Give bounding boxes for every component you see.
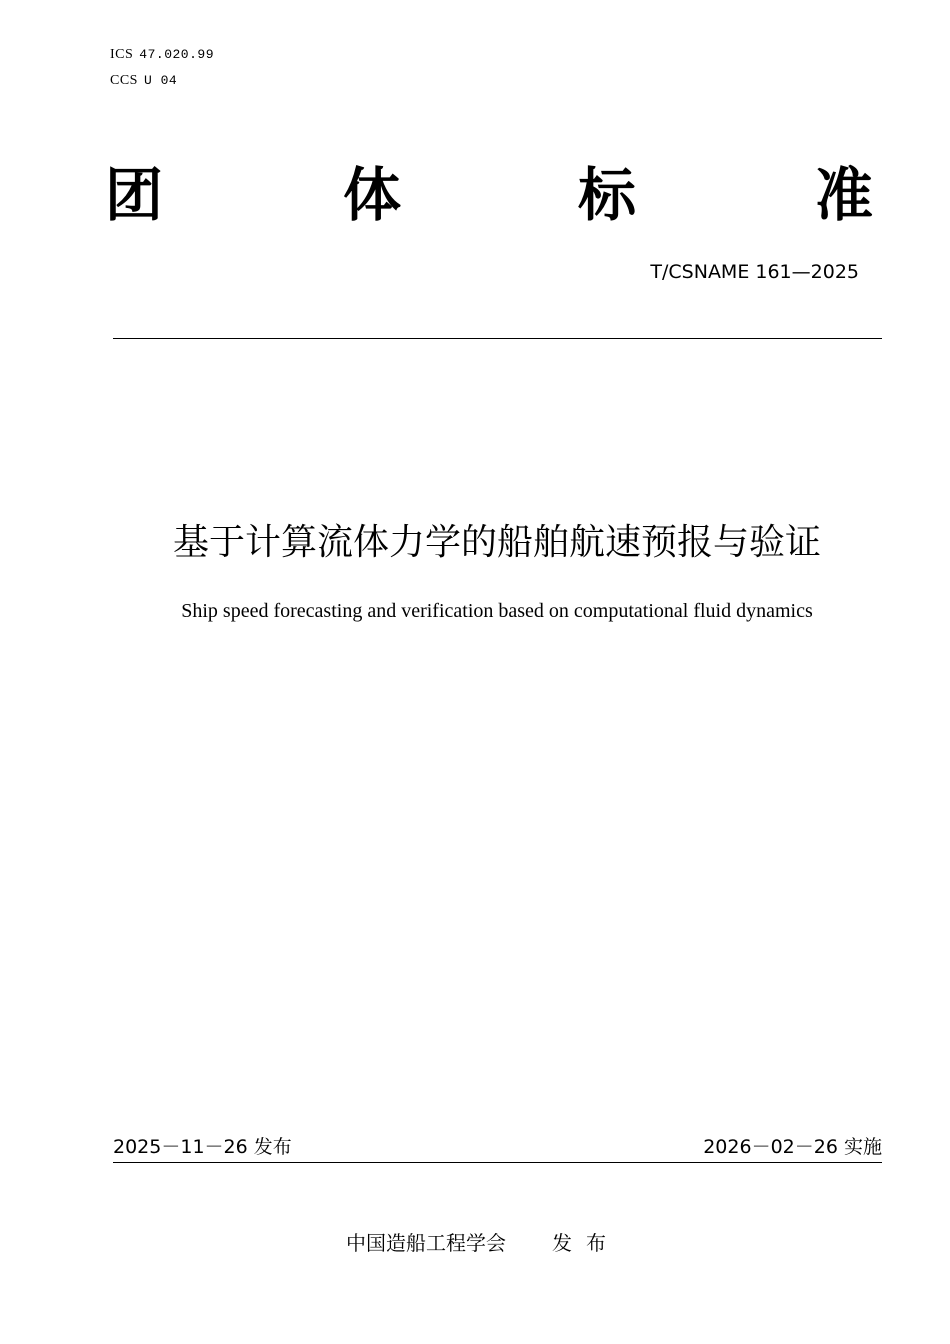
standard-type-char-2: 体: [342, 161, 402, 229]
ics-classification: [110, 47, 214, 63]
publisher-action: 发布: [552, 1231, 620, 1255]
ccs-code: U 04: [143, 73, 178, 88]
standard-type-char-3: 标: [577, 161, 637, 229]
standard-type-char-4: 准: [814, 161, 874, 229]
issue-date-value: 2025－11－26: [113, 1136, 248, 1158]
date-divider: [113, 1162, 882, 1163]
standard-type-char-1: 团: [104, 161, 164, 229]
document-title-english: Ship speed forecasting and verification based on computational fluid dynamics: [181, 600, 813, 622]
publisher-line: [346, 1227, 620, 1256]
ics-label: ICS: [110, 47, 134, 62]
ccs-classification: [110, 73, 177, 89]
ccs-label: CCS: [110, 73, 138, 88]
standard-number: T/CSNAME 161—2025: [650, 261, 859, 283]
ics-code: 47.020.99: [139, 47, 215, 62]
issue-date-word: 发布: [253, 1136, 292, 1158]
implementation-date-value: 2026－02－26: [703, 1136, 838, 1158]
issue-date: [113, 1132, 292, 1159]
header-divider: [113, 338, 882, 339]
implementation-date-word: 实施: [843, 1136, 882, 1158]
publisher-name: 中国造船工程学会: [346, 1231, 506, 1255]
document-title-chinese: 基于计算流体力学的船舶航速预报与验证: [172, 522, 821, 563]
implementation-date: [703, 1132, 882, 1159]
